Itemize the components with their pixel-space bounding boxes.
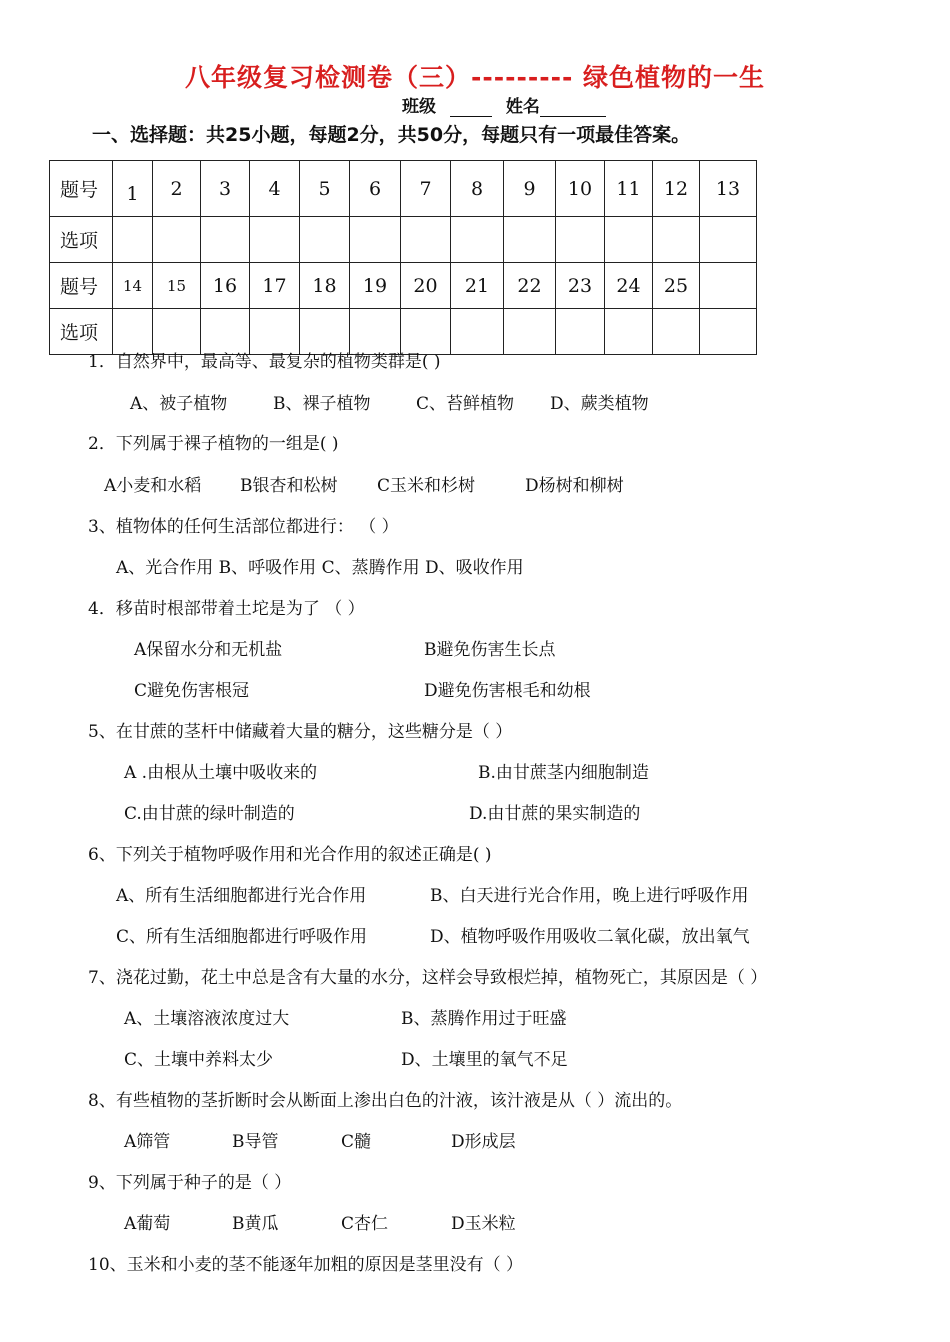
answer-cell[interactable]	[653, 217, 700, 263]
section-heading: 一、选择题：共25小题，每题2分，共50分，每题只有一项最佳答案。	[92, 124, 691, 146]
option-c: C.由甘蔗的绿叶制造的	[124, 804, 295, 824]
question-number: 3	[201, 161, 250, 217]
question-number: 1	[113, 161, 153, 217]
option-d: D、蕨类植物	[550, 394, 649, 414]
option-a: A .由根从土壤中吸收来的	[124, 763, 318, 783]
option-d: D.由甘蔗的果实制造的	[469, 804, 641, 824]
question-number: 8	[451, 161, 504, 217]
option-c: C玉米和杉树	[377, 476, 476, 496]
option-a: A葡萄	[124, 1214, 171, 1234]
class-name-line	[402, 92, 606, 117]
question-number: 24	[605, 263, 653, 309]
answer-cell[interactable]	[250, 217, 300, 263]
question-number: 17	[250, 263, 300, 309]
answer-cell[interactable]	[401, 217, 451, 263]
class-blank[interactable]	[450, 99, 492, 117]
question-stem: 4．移苗时根部带着土坨是为了 （ ）	[88, 599, 365, 619]
question-number: 14	[113, 263, 153, 309]
question-stem: 3、植物体的任何生活部位都进行： （ ）	[88, 517, 399, 537]
question-stem: 5、在甘蔗的茎杆中储藏着大量的糖分，这些糖分是（ ）	[88, 722, 513, 742]
question-number: 2	[153, 161, 201, 217]
question-number: 20	[401, 263, 451, 309]
answer-cell[interactable]	[350, 217, 401, 263]
option-c: C、土壤中养料太少	[124, 1050, 274, 1070]
option-c: C杏仁	[341, 1214, 389, 1234]
question-number: 13	[700, 161, 757, 217]
answer-cell[interactable]	[153, 217, 201, 263]
question-number: 25	[653, 263, 700, 309]
question-number: 10	[556, 161, 605, 217]
option-c: C、苔鲜植物	[416, 394, 515, 414]
option-d: D避免伤害根毛和幼根	[424, 681, 591, 701]
question-number: 23	[556, 263, 605, 309]
question-number: 12	[653, 161, 700, 217]
table-row	[50, 217, 757, 263]
row-header: 题号	[50, 161, 113, 217]
answer-cell[interactable]	[300, 217, 350, 263]
question-number: 22	[504, 263, 556, 309]
option-b: B、蒸腾作用过于旺盛	[401, 1009, 567, 1029]
answer-cell[interactable]	[605, 217, 653, 263]
option-d: D玉米粒	[451, 1214, 516, 1234]
answer-cell[interactable]	[700, 309, 757, 355]
answer-cell[interactable]	[556, 309, 605, 355]
option-b: B避免伤害生长点	[424, 640, 556, 660]
option-a: A、土壤溶液浓度过大	[124, 1009, 290, 1029]
option-b: B银杏和松树	[240, 476, 338, 496]
name-label: 姓名	[505, 97, 540, 117]
option-c: C髓	[341, 1132, 372, 1152]
option-line: A、光合作用 B、呼吸作用 C、蒸腾作用 D、吸收作用	[116, 558, 524, 578]
answer-cell[interactable]	[605, 309, 653, 355]
option-b: B黄瓜	[232, 1214, 279, 1234]
question-number: 9	[504, 161, 556, 217]
question-stem: 8、有些植物的茎折断时会从断面上渗出白色的汁液，该汁液是从（ ）流出的。	[88, 1091, 683, 1111]
row-header: 选项	[50, 217, 113, 263]
class-label: 班级	[402, 97, 436, 117]
exam-title: 八年级复习检测卷（三）--------- 绿色植物的一生	[184, 63, 766, 92]
option-b: B导管	[232, 1132, 279, 1152]
answer-cell[interactable]	[201, 217, 250, 263]
question-stem: 10、玉米和小麦的茎不能逐年加粗的原因是茎里没有（ ）	[88, 1255, 524, 1275]
option-d: D形成层	[451, 1132, 516, 1152]
answer-cell[interactable]	[451, 309, 504, 355]
row-header: 选项	[50, 309, 113, 355]
answer-table	[49, 160, 757, 355]
option-a: A、所有生活细胞都进行光合作用	[116, 886, 367, 906]
row-header: 题号	[50, 263, 113, 309]
name-blank[interactable]	[540, 99, 606, 117]
question-number: 15	[153, 263, 201, 309]
question-number: 4	[250, 161, 300, 217]
question-stem: 2．下列属于裸子植物的一组是( )	[88, 434, 339, 454]
answer-cell[interactable]	[504, 217, 556, 263]
answer-cell[interactable]	[556, 217, 605, 263]
question-number: 16	[201, 263, 250, 309]
question-number: 21	[451, 263, 504, 309]
question-number: 19	[350, 263, 401, 309]
option-a: A保留水分和无机盐	[134, 640, 283, 660]
table-row	[50, 263, 757, 309]
option-b: B、裸子植物	[273, 394, 371, 414]
table-row	[50, 161, 757, 217]
answer-cell[interactable]	[653, 309, 700, 355]
option-a: A、被子植物	[130, 394, 228, 414]
option-a: A小麦和水稻	[104, 476, 202, 496]
option-d: D杨树和柳树	[525, 476, 624, 496]
question-stem: 7、浇花过勤，花土中总是含有大量的水分，这样会导致根烂掉，植物死亡，其原因是（ ）	[88, 968, 768, 988]
answer-cell[interactable]	[504, 309, 556, 355]
question-number: 6	[350, 161, 401, 217]
option-c: C避免伤害根冠	[134, 681, 250, 701]
answer-cell[interactable]	[451, 217, 504, 263]
answer-cell[interactable]	[113, 217, 153, 263]
option-d: D、土壤里的氧气不足	[401, 1050, 568, 1070]
question-number: 5	[300, 161, 350, 217]
question-stem: 9、下列属于种子的是（ ）	[88, 1173, 292, 1193]
question-number: 7	[401, 161, 451, 217]
option-b: B、白天进行光合作用，晚上进行呼吸作用	[430, 886, 749, 906]
question-stem: 1．自然界中，最高等、最复杂的植物类群是( )	[88, 352, 441, 372]
option-b: B.由甘蔗茎内细胞制造	[478, 763, 649, 783]
question-number: 11	[605, 161, 653, 217]
question-number	[700, 263, 757, 309]
option-c: C、所有生活细胞都进行呼吸作用	[116, 927, 368, 947]
question-number: 18	[300, 263, 350, 309]
option-d: D、植物呼吸作用吸收二氧化碳，放出氧气	[430, 927, 750, 947]
option-a: A筛管	[124, 1132, 171, 1152]
question-stem: 6、下列关于植物呼吸作用和光合作用的叙述正确是( )	[88, 845, 492, 865]
answer-cell[interactable]	[700, 217, 757, 263]
